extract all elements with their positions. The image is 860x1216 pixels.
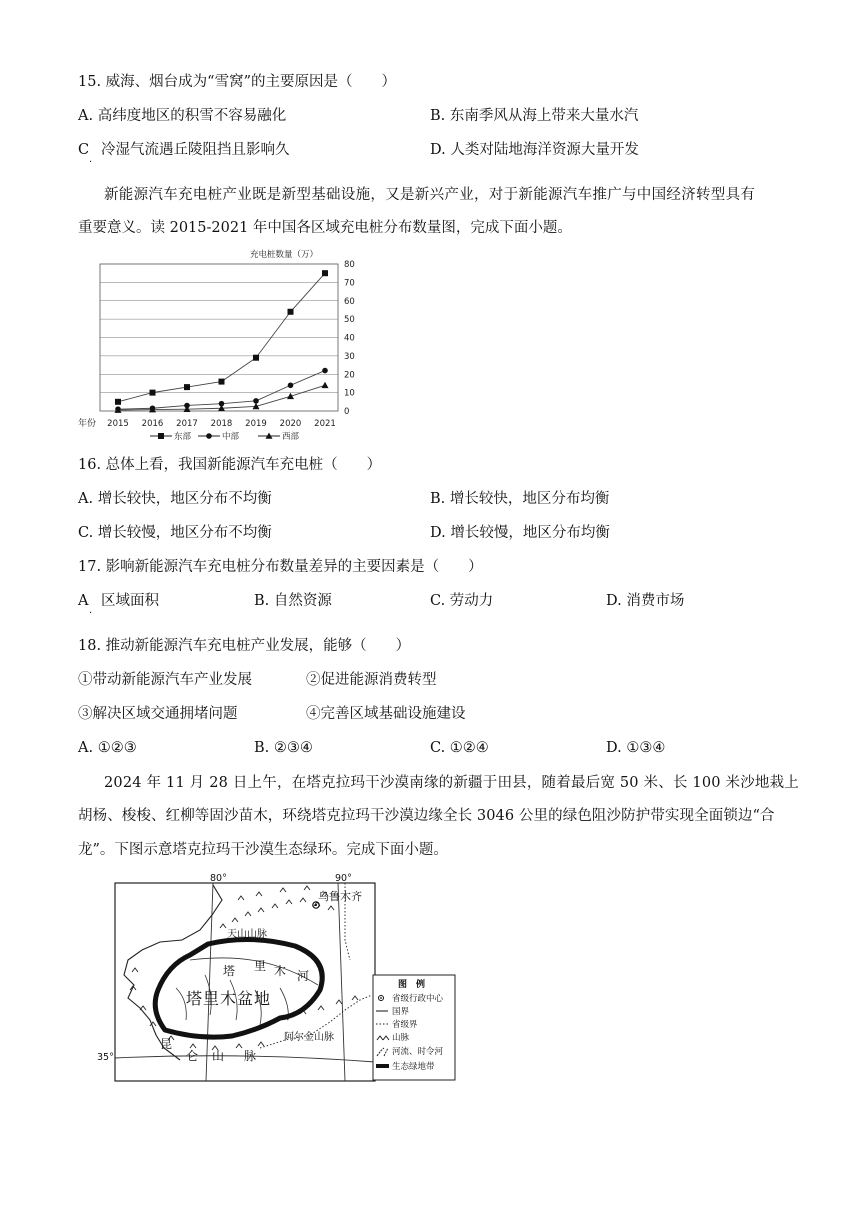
chart-xlabel: 年份 (78, 419, 97, 429)
map-kunlun-char-1: 昆 (160, 1037, 173, 1051)
passage1-line1: 新能源汽车充电桩产业既是新型基础设施，又是新兴产业，对于新能源汽车推广与中国经济转型具有 (104, 187, 756, 203)
chart-ytick-label: 40 (344, 333, 355, 344)
map-kunlun-char-2: 仑 (186, 1049, 199, 1063)
map-lon80: 80° (210, 873, 227, 884)
q18-option-d: D. ①③④ (606, 740, 666, 756)
q18-option-a: A. ①②③ (78, 740, 137, 756)
q15-option-c-letter: C (78, 142, 90, 158)
q16-option-b: B. 增长较快，地区分布均衡 (430, 491, 610, 507)
map-legend (373, 975, 455, 1080)
map-river-char-1: 塔 (223, 964, 236, 978)
q16-option-a: A. 增长较快，地区分布不均衡 (78, 491, 272, 507)
q18-statement-2: ②促进能源消费转型 (306, 672, 437, 688)
chart-xtick-label: 2020 (279, 419, 302, 429)
chart-ytick-label: 10 (344, 388, 355, 399)
chart-ytick-label: 80 (344, 260, 355, 270)
chart-xtick-label: 2015 (107, 419, 129, 429)
map-lon90: 90° (335, 873, 352, 884)
map-river-char-2: 里 (254, 959, 267, 973)
legend-capital: 省级行政中心 (392, 994, 444, 1004)
map-river-char-3: 木 (274, 964, 287, 978)
q18-option-b: B. ②③④ (254, 740, 313, 756)
chart-legend-label: 西部 (282, 432, 300, 442)
map-kunlun-char-3: 山 (212, 1049, 225, 1063)
q15-option-c: 冷湿气流遇丘陵阻挡且影响久 (101, 142, 290, 158)
map-tianshan: 天山山脉 (227, 929, 267, 940)
passage1-line2: 重要意义。读 2015-2021 年中国各区域充电桩分布数量图，完成下面小题。 (78, 220, 572, 236)
map-river-char-4: 河 (297, 969, 310, 983)
passage2-line1: 2024 年 11 月 28 日上午，在塔克拉玛干沙漠南缘的新疆于田县，随着最后宽 50 米、长 100 米沙地栽上 (104, 775, 800, 791)
chart-ylabel: 充电桩数量（万） (249, 250, 318, 260)
map-altun: 阿尔金山脉 (284, 1032, 334, 1043)
legend-mountain: 山脉 (392, 1033, 410, 1043)
q15-stem: 15. 威海、烟台成为“雪窝”的主要原因是（ ） (78, 74, 396, 90)
chart-xtick-label: 2021 (314, 419, 336, 429)
q18-stem: 18. 推动新能源汽车充电桩产业发展，能够（ ） (78, 638, 411, 654)
passage2-line2: 胡杨、梭梭、红柳等固沙苗木，环绕塔克拉玛干沙漠边缘全长 3046 公里的绿色阻沙防护带实现全面锁边“合 (78, 808, 775, 824)
q16-option-c: C. 增长较慢，地区分布不均衡 (78, 525, 272, 541)
legend-title: 图 例 (398, 980, 426, 990)
q18-statement-4: ④完善区域基础设施建设 (306, 706, 466, 722)
q15-option-a: A. 高纬度地区的积雪不容易融化 (78, 108, 287, 124)
map-city-urumqi: 乌鲁木齐 (318, 890, 362, 903)
q15-option-c-dot: · (89, 157, 93, 168)
chart-xtick-label: 2016 (141, 419, 164, 429)
legend-greenbelt-icon (376, 1064, 389, 1068)
q16-option-d: D. 增长较慢，地区分布均衡 (430, 525, 610, 541)
chart-ytick-label: 50 (344, 315, 355, 326)
legend-river: 河流、时令河 (392, 1047, 444, 1057)
q16-stem: 16. 总体上看，我国新能源汽车充电桩（ ） (78, 457, 382, 473)
q18-statement-3: ③解决区域交通拥堵问题 (78, 706, 238, 722)
map-lat35: 35° (97, 1052, 114, 1063)
legend-provincial: 省级界 (392, 1020, 418, 1030)
map-kunlun-char-4: 脉 (244, 1049, 257, 1063)
chart-ytick-label: 20 (344, 370, 355, 381)
legend-national: 国界 (392, 1007, 410, 1017)
q17-option-a: 区域面积 (101, 593, 159, 609)
map-basin: 塔里木盆地 (186, 989, 272, 1008)
chart-xtick-label: 2018 (210, 419, 233, 429)
q18-statement-1: ①带动新能源汽车产业发展 (78, 672, 252, 688)
q17-option-c: C. 劳动力 (430, 593, 494, 609)
q15-option-d: D. 人类对陆地海洋资源大量开发 (430, 142, 639, 158)
chart-xtick-label: 2017 (176, 419, 198, 429)
q17-option-b: B. 自然资源 (254, 593, 332, 609)
chart-xtick-label: 2019 (245, 419, 267, 429)
legend-greenbelt: 生态绿地带 (392, 1062, 435, 1072)
meridian-90 (338, 883, 345, 1081)
chart-ytick-label: 70 (344, 278, 355, 289)
chart-ytick-label: 60 (344, 296, 355, 307)
q17-stem: 17. 影响新能源汽车充电桩分布数量差异的主要因素是（ ） (78, 559, 483, 575)
chart-legend-label: 中部 (222, 432, 240, 442)
passage2-line3: 龙”。下图示意塔克拉玛干沙漠生态绿环。完成下面小题。 (78, 842, 448, 858)
q18-option-c: C. ①②④ (430, 740, 489, 756)
chart-legend-label: 东部 (174, 432, 192, 442)
q17-option-d: D. 消费市场 (606, 593, 685, 609)
chart-ytick-label: 30 (344, 351, 355, 362)
q17-option-a-letter: A (78, 593, 89, 609)
chart-ytick-label: 0 (344, 407, 350, 417)
q17-option-a-dot: · (89, 608, 93, 619)
q15-option-b: B. 东南季风从海上带来大量水汽 (430, 108, 639, 124)
